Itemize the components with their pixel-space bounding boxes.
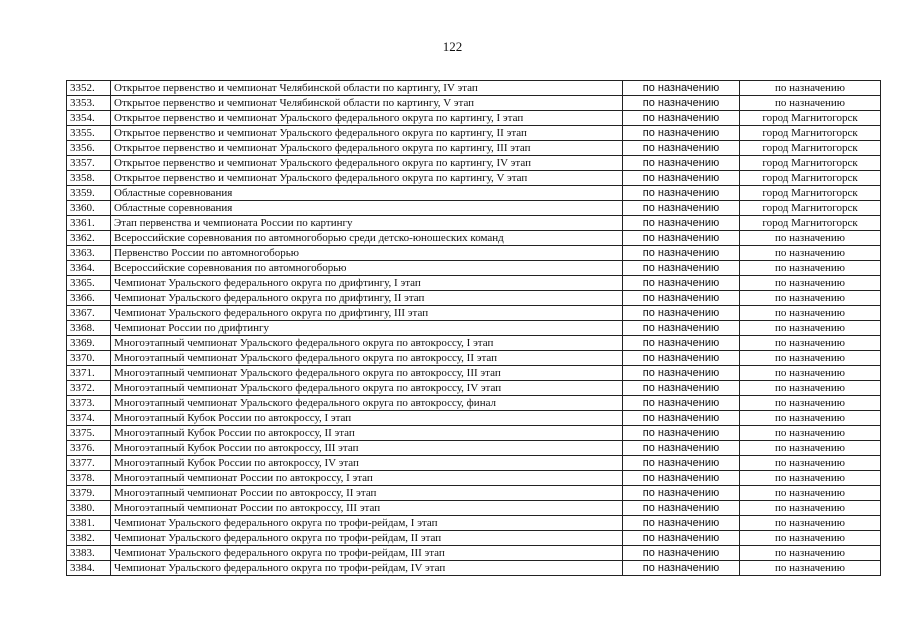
- event-date: по назначению: [623, 171, 740, 186]
- event-name: Многоэтапный чемпионат России по автокроссу, II этап: [111, 486, 623, 501]
- event-name: Многоэтапный чемпионат Уральского федерального округа по автокроссу, I этап: [111, 336, 623, 351]
- table-row: [67, 381, 881, 396]
- event-date: по назначению: [623, 501, 740, 516]
- table-row: [67, 531, 881, 546]
- event-name: Открытое первенство и чемпионат Уральского федерального округа по картингу, I этап: [111, 111, 623, 126]
- event-name: Чемпионат Уральского федерального округа по дрифтингу, III этап: [111, 306, 623, 321]
- row-number: 3367.: [67, 306, 111, 321]
- table-row: [67, 336, 881, 351]
- event-name: Чемпионат Уральского федерального округа по трофи-рейдам, II этап: [111, 531, 623, 546]
- event-name: Открытое первенство и чемпионат Уральского федерального округа по картингу, IV этап: [111, 156, 623, 171]
- row-number: 3361.: [67, 216, 111, 231]
- table-row: [67, 231, 881, 246]
- events-table-body: [67, 81, 881, 576]
- event-date: по назначению: [623, 426, 740, 441]
- table-row: [67, 516, 881, 531]
- event-date: по назначению: [623, 81, 740, 96]
- row-number: 3358.: [67, 171, 111, 186]
- event-name: Многоэтапный чемпионат России по автокроссу, III этап: [111, 501, 623, 516]
- row-number: 3379.: [67, 486, 111, 501]
- row-number: 3365.: [67, 276, 111, 291]
- table-row: [67, 456, 881, 471]
- table-row: [67, 471, 881, 486]
- event-name: Многоэтапный чемпионат Уральского федерального округа по автокроссу, финал: [111, 396, 623, 411]
- event-name: Многоэтапный Кубок России по автокроссу, IV этап: [111, 456, 623, 471]
- event-name: Многоэтапный Кубок России по автокроссу, I этап: [111, 411, 623, 426]
- row-number: 3362.: [67, 231, 111, 246]
- row-number: 3378.: [67, 471, 111, 486]
- event-place: по назначению: [740, 381, 881, 396]
- event-name: Открытое первенство и чемпионат Челябинской области по картингу, IV этап: [111, 81, 623, 96]
- event-date: по назначению: [623, 411, 740, 426]
- row-number: 3368.: [67, 321, 111, 336]
- row-number: 3377.: [67, 456, 111, 471]
- row-number: 3352.: [67, 81, 111, 96]
- row-number: 3380.: [67, 501, 111, 516]
- table-row: [67, 261, 881, 276]
- table-row: [67, 441, 881, 456]
- event-place: по назначению: [740, 471, 881, 486]
- event-date: по назначению: [623, 396, 740, 411]
- table-row: [67, 171, 881, 186]
- event-date: по назначению: [623, 306, 740, 321]
- event-date: по назначению: [623, 216, 740, 231]
- event-name: Открытое первенство и чемпионат Уральского федерального округа по картингу, III этап: [111, 141, 623, 156]
- table-row: [67, 321, 881, 336]
- table-row: [67, 96, 881, 111]
- event-name: Этап первенства и чемпионата России по картингу: [111, 216, 623, 231]
- row-number: 3375.: [67, 426, 111, 441]
- row-number: 3359.: [67, 186, 111, 201]
- event-date: по назначению: [623, 186, 740, 201]
- event-place: по назначению: [740, 276, 881, 291]
- event-name: Областные соревнования: [111, 201, 623, 216]
- event-name: Чемпионат Уральского федерального округа по дрифтингу, I этап: [111, 276, 623, 291]
- event-date: по назначению: [623, 111, 740, 126]
- table-row: [67, 426, 881, 441]
- event-date: по назначению: [623, 261, 740, 276]
- event-name: Чемпионат Уральского федерального округа по трофи-рейдам, IV этап: [111, 561, 623, 576]
- event-place: по назначению: [740, 411, 881, 426]
- row-number: 3360.: [67, 201, 111, 216]
- event-date: по назначению: [623, 291, 740, 306]
- table-row: [67, 186, 881, 201]
- table-row: [67, 156, 881, 171]
- event-date: по назначению: [623, 546, 740, 561]
- event-name: Чемпионат Уральского федерального округа по трофи-рейдам, I этап: [111, 516, 623, 531]
- event-place: по назначению: [740, 321, 881, 336]
- event-name: Чемпионат Уральского федерального округа по дрифтингу, II этап: [111, 291, 623, 306]
- table-row: [67, 396, 881, 411]
- events-table: [66, 80, 881, 576]
- event-date: по назначению: [623, 531, 740, 546]
- row-number: 3371.: [67, 366, 111, 381]
- event-place: город Магнитогорск: [740, 216, 881, 231]
- event-place: город Магнитогорск: [740, 201, 881, 216]
- event-date: по назначению: [623, 381, 740, 396]
- event-name: Всероссийские соревнования по автомногоборью: [111, 261, 623, 276]
- table-row: [67, 141, 881, 156]
- event-date: по назначению: [623, 246, 740, 261]
- table-row: [67, 546, 881, 561]
- event-place: город Магнитогорск: [740, 186, 881, 201]
- row-number: 3356.: [67, 141, 111, 156]
- event-date: по назначению: [623, 96, 740, 111]
- event-name: Открытое первенство и чемпионат Уральского федерального округа по картингу, V этап: [111, 171, 623, 186]
- event-date: по назначению: [623, 336, 740, 351]
- row-number: 3372.: [67, 381, 111, 396]
- event-date: по назначению: [623, 141, 740, 156]
- event-name: Открытое первенство и чемпионат Уральского федерального округа по картингу, II этап: [111, 126, 623, 141]
- event-date: по назначению: [623, 486, 740, 501]
- table-row: [67, 246, 881, 261]
- event-place: город Магнитогорск: [740, 156, 881, 171]
- event-date: по назначению: [623, 351, 740, 366]
- row-number: 3363.: [67, 246, 111, 261]
- event-date: по назначению: [623, 441, 740, 456]
- table-row: [67, 411, 881, 426]
- event-place: город Магнитогорск: [740, 126, 881, 141]
- row-number: 3374.: [67, 411, 111, 426]
- row-number: 3355.: [67, 126, 111, 141]
- event-name: Многоэтапный чемпионат Уральского федерального округа по автокроссу, II этап: [111, 351, 623, 366]
- event-name: Многоэтапный Кубок России по автокроссу, III этап: [111, 441, 623, 456]
- row-number: 3381.: [67, 516, 111, 531]
- event-name: Чемпионат Уральского федерального округа по трофи-рейдам, III этап: [111, 546, 623, 561]
- event-place: по назначению: [740, 456, 881, 471]
- event-name: Чемпионат России по дрифтингу: [111, 321, 623, 336]
- table-row: [67, 201, 881, 216]
- table-row: [67, 351, 881, 366]
- row-number: 3354.: [67, 111, 111, 126]
- event-name: Всероссийские соревнования по автомногоборью среди детско-юношеских команд: [111, 231, 623, 246]
- table-row: [67, 561, 881, 576]
- row-number: 3357.: [67, 156, 111, 171]
- row-number: 3366.: [67, 291, 111, 306]
- event-place: по назначению: [740, 306, 881, 321]
- event-date: по назначению: [623, 516, 740, 531]
- table-row: [67, 486, 881, 501]
- event-date: по назначению: [623, 126, 740, 141]
- event-name: Открытое первенство и чемпионат Челябинской области по картингу, V этап: [111, 96, 623, 111]
- table-row: [67, 216, 881, 231]
- event-place: по назначению: [740, 96, 881, 111]
- event-name: Многоэтапный Кубок России по автокроссу, II этап: [111, 426, 623, 441]
- event-name: Многоэтапный чемпионат Уральского федерального округа по автокроссу, IV этап: [111, 381, 623, 396]
- event-date: по назначению: [623, 201, 740, 216]
- event-name: Первенство России по автомногоборью: [111, 246, 623, 261]
- event-place: по назначению: [740, 246, 881, 261]
- row-number: 3383.: [67, 546, 111, 561]
- event-place: по назначению: [740, 546, 881, 561]
- event-place: по назначению: [740, 486, 881, 501]
- event-place: по назначению: [740, 81, 881, 96]
- event-date: по назначению: [623, 231, 740, 246]
- event-place: по назначению: [740, 531, 881, 546]
- table-row: [67, 501, 881, 516]
- event-date: по назначению: [623, 456, 740, 471]
- row-number: 3353.: [67, 96, 111, 111]
- event-name: Многоэтапный чемпионат России по автокроссу, I этап: [111, 471, 623, 486]
- event-place: по назначению: [740, 291, 881, 306]
- event-place: по назначению: [740, 366, 881, 381]
- event-place: город Магнитогорск: [740, 141, 881, 156]
- row-number: 3373.: [67, 396, 111, 411]
- event-date: по назначению: [623, 156, 740, 171]
- table-row: [67, 81, 881, 96]
- event-place: по назначению: [740, 501, 881, 516]
- event-date: по назначению: [623, 321, 740, 336]
- event-place: по назначению: [740, 261, 881, 276]
- event-place: по назначению: [740, 396, 881, 411]
- page-number: 122: [442, 39, 463, 54]
- event-date: по назначению: [623, 471, 740, 486]
- event-name: Многоэтапный чемпионат Уральского федерального округа по автокроссу, III этап: [111, 366, 623, 381]
- event-date: по назначению: [623, 561, 740, 576]
- event-name: Областные соревнования: [111, 186, 623, 201]
- table-row: [67, 126, 881, 141]
- event-place: по назначению: [740, 561, 881, 576]
- row-number: 3382.: [67, 531, 111, 546]
- table-row: [67, 306, 881, 321]
- event-place: по назначению: [740, 426, 881, 441]
- event-date: по назначению: [623, 366, 740, 381]
- row-number: 3370.: [67, 351, 111, 366]
- event-place: по назначению: [740, 351, 881, 366]
- event-place: по назначению: [740, 516, 881, 531]
- row-number: 3364.: [67, 261, 111, 276]
- row-number: 3384.: [67, 561, 111, 576]
- row-number: 3369.: [67, 336, 111, 351]
- row-number: 3376.: [67, 441, 111, 456]
- table-row: [67, 276, 881, 291]
- event-place: город Магнитогорск: [740, 111, 881, 126]
- event-place: по назначению: [740, 441, 881, 456]
- event-place: город Магнитогорск: [740, 171, 881, 186]
- event-date: по назначению: [623, 276, 740, 291]
- table-row: [67, 291, 881, 306]
- table-row: [67, 366, 881, 381]
- event-place: по назначению: [740, 231, 881, 246]
- table-row: [67, 111, 881, 126]
- event-place: по назначению: [740, 336, 881, 351]
